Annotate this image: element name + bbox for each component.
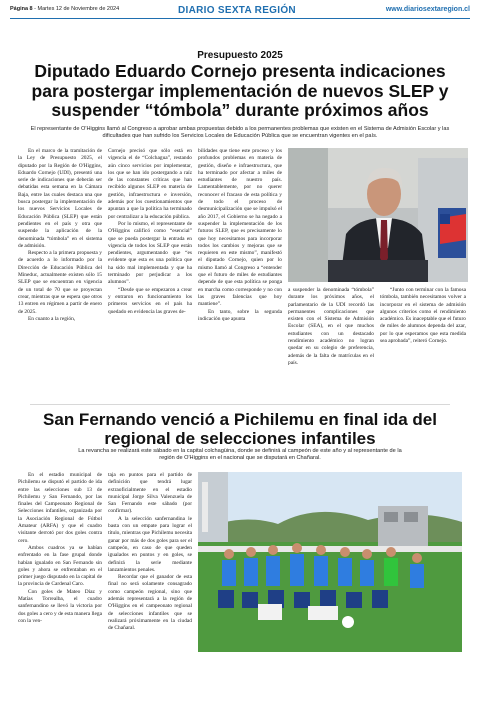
article1-column-4 (288, 287, 374, 367)
paragraph: Cornejo precisó que sólo está en vigencia el de “Colchagua”, restando aún cinco servicios por implementar, los que se han ido postergando a raíz de las constantes críticas que han recibido algunos SLEP en materia de gestión, infraestructura e inversión, además por los cuestionamientos que apuntan a que la política ha terminado por centralizar a la educación pública. (108, 148, 192, 220)
paragraph: bilidades que tiene este proceso y los profundos problemas en materia de gestión, diseño e infraestructura, que ha terminado por afectar a miles de estudiantes de nuestro país. Lamentablemente, por no querer reconocer el fracaso de esta política y de todo el proceso de desmunicipalización que se impulsó el año 2017, el Gobierno se ha negado a suspender la implementación de los futuros SLEP, que es precisamente lo que hoy necesitamos para incorporar todos los cambios y mejoras que se requieren en este mismo”, manifestó el diputado Cornejo, quien por lo mismo llamó al Congreso a “entender que el futuro de miles de estudiantes depende de que esta política se ponga en marcha como corresponde y no con las graves falencias que hoy mantiene”. (198, 148, 282, 308)
paragraph: Por lo mismo, el representante de O'Higgins calificó como “esencial” que se pueda postergar la entrada en vigencia de todos los SLEP que están pendientes, argumentando que “es evidente que esta es una política que ha sido mal implementada y que ha terminado por perjudicar a los alumnos”. (108, 220, 192, 286)
article1-photo (288, 148, 468, 282)
section-divider (30, 404, 450, 405)
paragraph: Ambos cuadros ya se habían enfrentado en la fase grupal donde habían igualado en San Fernando sin goles y ahora se enfrentaban en el primer juego disputado en la capital de la provincia de Cardenal Caro. (18, 544, 102, 588)
paragraph: En el marco de la tramitación de la Ley de Presupuesto 2025, el diputado por la Región de O'Higgins, Eduardo Cornejo (UDI), presentó una serie de indicaciones que deberán ser debatidas esta semana en la Cámara Baja, entre las cuales destaca una que busca postergar la implementación de los nuevos Servicios Locales de Educación Pública (SLEP) que están pendientes en el país y otra que suspende la aplicación de la denominada “tómbola” en el sistema de admisión. (18, 148, 102, 249)
article1-kicker: Presupuesto 2025 (197, 50, 283, 61)
article1-subheadline: El representante de O'Higgins llamó al Congreso a aprobar ambas propuestas debido a los permanentes problemas que existen en el Sistema de Admisión Escolar y las dificultades que han sufrido los Servicios Locales de Educación Pública que se encuentran vigentes en el país. (30, 126, 450, 139)
paragraph: En cuanto a la región, (28, 315, 76, 322)
page-info (10, 6, 119, 12)
paragraph: En el estadio municipal de Pichilemu se disputó el partido de ida entre las selecciones sub 13 de Pichilemu y San Fernando, por las finales del Campeonato Regional de Selecciones infantiles, organizada por la Asociación Regional de Fútbol Amateur (ARFA) y que el cuadro visitante derrotó por dos goles contra cero. (18, 472, 102, 544)
paragraph: a suspender la denominada “tómbola” durante los próximos años, el parlamentario de la UDI recordó las permanentes complicaciones que existen con el Sistema de Admisión Escolar (SEA), en el que muchos estudiantes con un destacado rendimiento académico no logran quedar en su colegio de preferencia, además de la falta de matrículas en el país. (288, 287, 374, 366)
newspaper-name: DIARIO SEXTA REGIÓN (178, 5, 296, 16)
article2-photo (198, 472, 462, 652)
article1-column-1 (18, 148, 102, 323)
paragraph: Recordar que el ganador de esta final no será solamente consagrado como campeón regional, sino que además representará a la región de O'Higgins en el campeonato regional de selecciones infantiles que se realizará próximamente en la ciudad de Chañaral. (108, 574, 192, 632)
paragraph: En tanto, sobre la segunda indicación que apunta (198, 308, 282, 322)
paragraph: “Desde que se empezaron a crear y entraron en funcionamiento los primeros servicios en el país ha quedado en evidencia las graves de- (108, 286, 192, 315)
page-header (10, 4, 470, 18)
team-photo-illustration (198, 472, 462, 652)
paragraph: “Junto con terminar con la famosa tómbola, también necesitamos volver a incorporar en el sistema de admisión algunos criterios como el rendimiento académico. Es inaceptable que el futuro de miles de alumnos dependa del azar, por lo que esperamos que esta medida sea aprobada”, reiteró Cornejo. (380, 287, 466, 345)
paragraph: Con goles de Mateo Díaz y Matías Torrealba, el cuadro sanfernandino se llevó la victoria por dos goles a cero y de esta manera llega con la ven- (18, 588, 102, 624)
article1-headline: Diputado Eduardo Cornejo presenta indicaciones para postergar implementación de nuevos SLEP y suspender “tómbola” durante próximos años (31, 61, 449, 120)
page-date: - Martes 12 de Noviembre de 2024 (32, 6, 120, 12)
paragraph: Respecto a la primera propuesta y de acuerdo a lo informado por la Dirección de Educación Pública del Mineduc, actualmente existen sólo 15 SLEP que se encuentran en vigencia de un total de 70 que se proyectan crear, mientras que se espera que otros 13 entren en régimen a partir de enero de 2025. (18, 250, 102, 315)
article1-column-5 (380, 287, 466, 345)
page-number: Página 8 (10, 6, 33, 12)
article2-headline: San Fernando venció a Pichilemu en final ida del regional de selecciones infantiles (43, 410, 437, 448)
header-rule (10, 18, 470, 19)
article1-column-2 (108, 148, 192, 316)
paragraph: A la selección sanfernandina le basta con un empate para lograr el título, mientras que Pichilemu necesita ganar por más de dos goles para ser el campeón, en caso de que queden igualados en puntos y en goles, se definirá la serie mediante lanzamientos penales. (108, 515, 192, 573)
article1-column-3 (198, 148, 282, 323)
paragraph: taja en puntos para el partido de definición que tendrá lugar extraoficialmente en el estadio municipal Jorge Silva Valenzuela de San Fernando este sábado (por confirmar). (108, 472, 192, 515)
article2-column-1 (18, 472, 102, 625)
article2-subheadline: La revancha se realizará este sábado en la capital colchagüina, donde se definirá al campeón de este año y al representante de la región de O'Higgins en el nacional que se disputará en Chañaral. (78, 448, 402, 461)
congressman-photo-illustration (288, 148, 468, 282)
article2-column-2 (108, 472, 192, 633)
site-url[interactable]: www.diariosextaregion.cl (385, 6, 470, 13)
